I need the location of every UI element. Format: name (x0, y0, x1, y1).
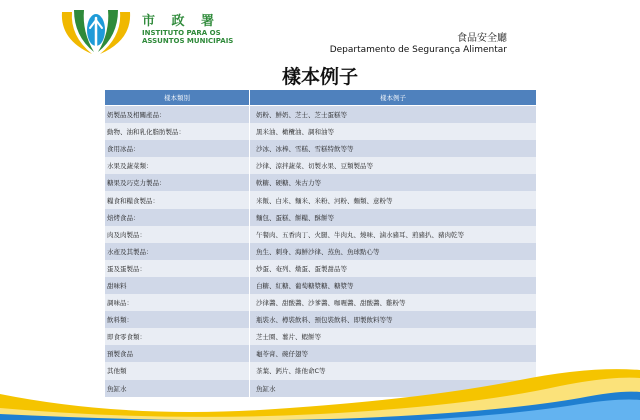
cell-category: 奶製品及相關產品： (105, 106, 250, 124)
table-row (105, 277, 537, 294)
cell-category: 飲料類： (105, 311, 250, 328)
cell-examples: 魚生、刺身、海鮮沙律、蒸魚、魚球點心等 (250, 243, 537, 260)
cell-examples: 軟糖、硬糖、朱古力等 (250, 174, 537, 191)
cell-category: 焙烤食品： (105, 209, 250, 226)
cell-category: 蛋及蛋製品： (105, 260, 250, 277)
table-row (105, 157, 537, 174)
table-row (105, 191, 537, 208)
cell-examples: 芝士圈、薯片、蝦餅等 (250, 328, 537, 345)
cell-examples: 瓶裝水、樽裝飲料、預包裝飲料、即製飲料等等 (250, 311, 537, 328)
cell-category: 動物、油和乳化脂肪製品： (105, 123, 250, 140)
cell-category: 食用冰品： (105, 140, 250, 157)
table-row (105, 106, 537, 124)
cell-category: 糧食和糧食製品： (105, 191, 250, 208)
cell-category: 即食零食類： (105, 328, 250, 345)
table-row (105, 140, 537, 157)
cell-category: 糖果及巧克力製品： (105, 174, 250, 191)
org-name (142, 14, 233, 45)
department-name-pt: Departamento de Segurança Alimentar (329, 45, 507, 55)
cell-category: 魚缸水 (105, 380, 250, 397)
cell-category: 其他類 (105, 362, 250, 379)
cell-category: 水果及蔬菜類： (105, 157, 250, 174)
department-name-zh: 食品安全廳 (457, 33, 507, 44)
cell-examples: 龜苓膏、碗仔翅等 (250, 345, 537, 362)
footer-wave-decoration (0, 360, 640, 420)
cell-category: 預製食品 (105, 345, 250, 362)
table-row (105, 226, 537, 243)
table-row (105, 123, 537, 140)
cell-category: 甜味料 (105, 277, 250, 294)
column-header-examples: 樣本例子 (250, 90, 537, 106)
table-row (105, 311, 537, 328)
cell-category: 調味品： (105, 294, 250, 311)
page-title: 樣本例子 (281, 66, 358, 88)
cell-examples: 炒蛋、奄列、燉蛋、蛋製甜品等 (250, 260, 537, 277)
cell-examples: 白糖、紅糖、葡萄糖漿糖、糖漿等 (250, 277, 537, 294)
table-header-row (105, 90, 537, 106)
iam-logo-icon (54, 6, 138, 58)
table-row (105, 328, 537, 345)
cell-category: 水產及其製品： (105, 243, 250, 260)
cell-examples: 奶粉、鮮奶、芝士、芝士蛋糕等 (250, 106, 537, 124)
org-name-pt-line1: INSTITUTO PARA OS (142, 29, 221, 37)
cell-examples: 午餐肉、五香肉丁、火腿、牛肉丸、燒味、滷水豬耳、煎豬扒、豬肉乾等 (250, 226, 537, 243)
sample-table (104, 89, 537, 397)
table-row (105, 209, 537, 226)
cell-examples: 麵包、蛋糕、餅糧、酥餅等 (250, 209, 537, 226)
org-name-pt-line2: ASSUNTOS MUNICIPAIS (142, 37, 234, 45)
cell-examples: 沙律醬、甜酸醬、沙爹醬、咖喱醬、甜酸醬、雞粉等 (250, 294, 537, 311)
department (330, 33, 507, 56)
table-row (105, 294, 537, 311)
cell-examples: 米飯、白米、麵米、米粉、河粉、麵類、意粉等 (250, 191, 537, 208)
table-body (105, 106, 537, 397)
cell-examples: 沙冰、冰棒、雪糕、雪糕特飲等等 (250, 140, 537, 157)
table-row (105, 174, 537, 191)
table-row (105, 260, 537, 277)
table-row (105, 243, 537, 260)
cell-examples: 魚缸水 (250, 380, 537, 397)
org-name-zh: 市 政 署 (142, 14, 221, 29)
cell-category: 肉及肉製品： (105, 226, 250, 243)
cell-examples: 沙律、涼拌蔬菜、切製水果、豆類製品等 (250, 157, 537, 174)
cell-examples: 黑米油、橄欖油、調和油等 (250, 123, 537, 140)
cell-examples: 茶葉、鈣片、維他命C等 (250, 362, 537, 379)
column-header-category: 樣本類別 (105, 90, 250, 106)
